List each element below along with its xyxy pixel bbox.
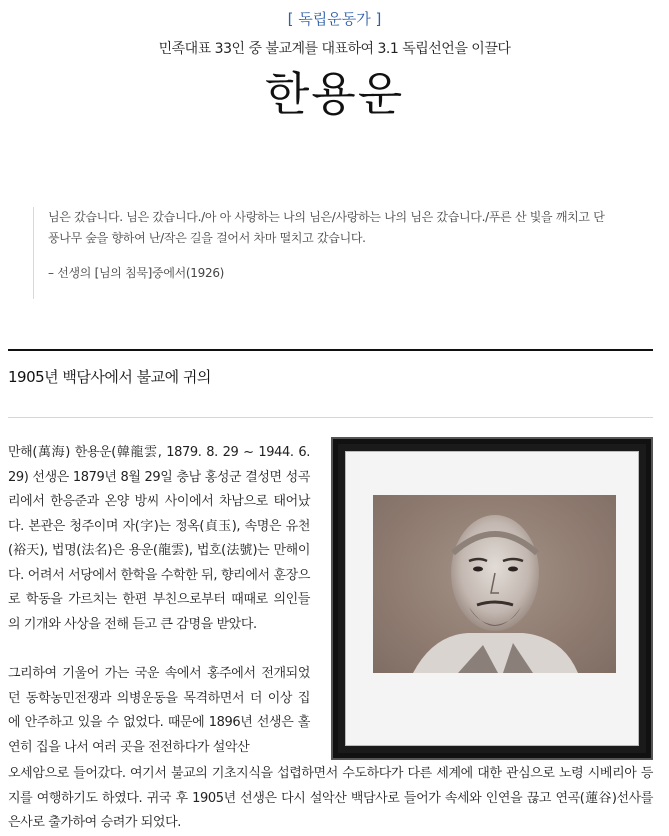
portrait-drawing	[373, 495, 616, 673]
body-paragraph-1: 만해(萬海) 한용운(韓龍雲, 1879. 8. 29 ~ 1944. 6. 29) 선생은 1879년 8월 29일 충남 홍성군 결성면 성곡리에서 한응준과 온양 방씨 사이에서 차남으로 태어났다. 본관은 청주이며 자(字)는 정옥(貞玉), 속명은 유천(裕天), 법명(法名)은 용운(龍雲), 법호(法號)는 만해이다. 어려서 서당에서 한학을 수학한 뒤, 향리에서 훈장으로 학동을 가르치는 한편 부친으로부터 때때로 의인들의 기개와 사상을 전해 듣고 큰 감명을 받았다.	[8, 445, 310, 632]
section-title: 1905년 백담사에서 불교에 귀의	[8, 368, 211, 386]
quote-block	[33, 207, 653, 299]
section-underline	[8, 417, 653, 418]
portrait-mat	[345, 451, 639, 746]
quote-line-2: 풍나무 숲을 향하여 난/작은 길을 걸어서 차마 떨치고 갔습니다.	[48, 231, 366, 245]
quote-line-1: 님은 갔습니다. 님은 갔습니다./아 아 사랑하는 나의 님은/사랑하는 나의 님은 갔습니다./푸른 산 빛을 깨치고 단	[48, 210, 605, 224]
section-divider	[8, 349, 653, 351]
body-paragraph-3: 오세암으로 들어갔다. 여기서 불교의 기초지식을 섭렵하면서 수도하다가 다른 세계에 대한 관심으로 노령 시베리아 등지를 여행하기도 하였다. 귀국 후 1905년 선생은 다시 설악산 백담사로 들어가 속세와 인연을 끊고 연곡(蓮谷)선사를 은사로 출가하여 승려가 되었다.	[8, 766, 653, 830]
quote-source: – 선생의 [님의 침묵]중에서(1926)	[48, 266, 225, 280]
portrait-image	[373, 495, 616, 673]
page-title: 한용운	[264, 67, 405, 121]
category-label: [ 독립운동가 ]	[287, 10, 382, 28]
body-paragraph-2: 그리하여 기울어 가는 국운 속에서 홍주에서 전개되었던 동학농민전쟁과 의병운동을 목격하면서 더 이상 집에 안주하고 있을 수 없었다. 때문에 1896년 선생은 홀연히 집을 나서 여러 곳을 전전하다가 설악산	[8, 666, 310, 755]
portrait-frame	[331, 437, 653, 760]
page-subtitle: 민족대표 33인 중 불교계를 대표하여 3.1 독립선언을 이끌다	[158, 41, 511, 57]
